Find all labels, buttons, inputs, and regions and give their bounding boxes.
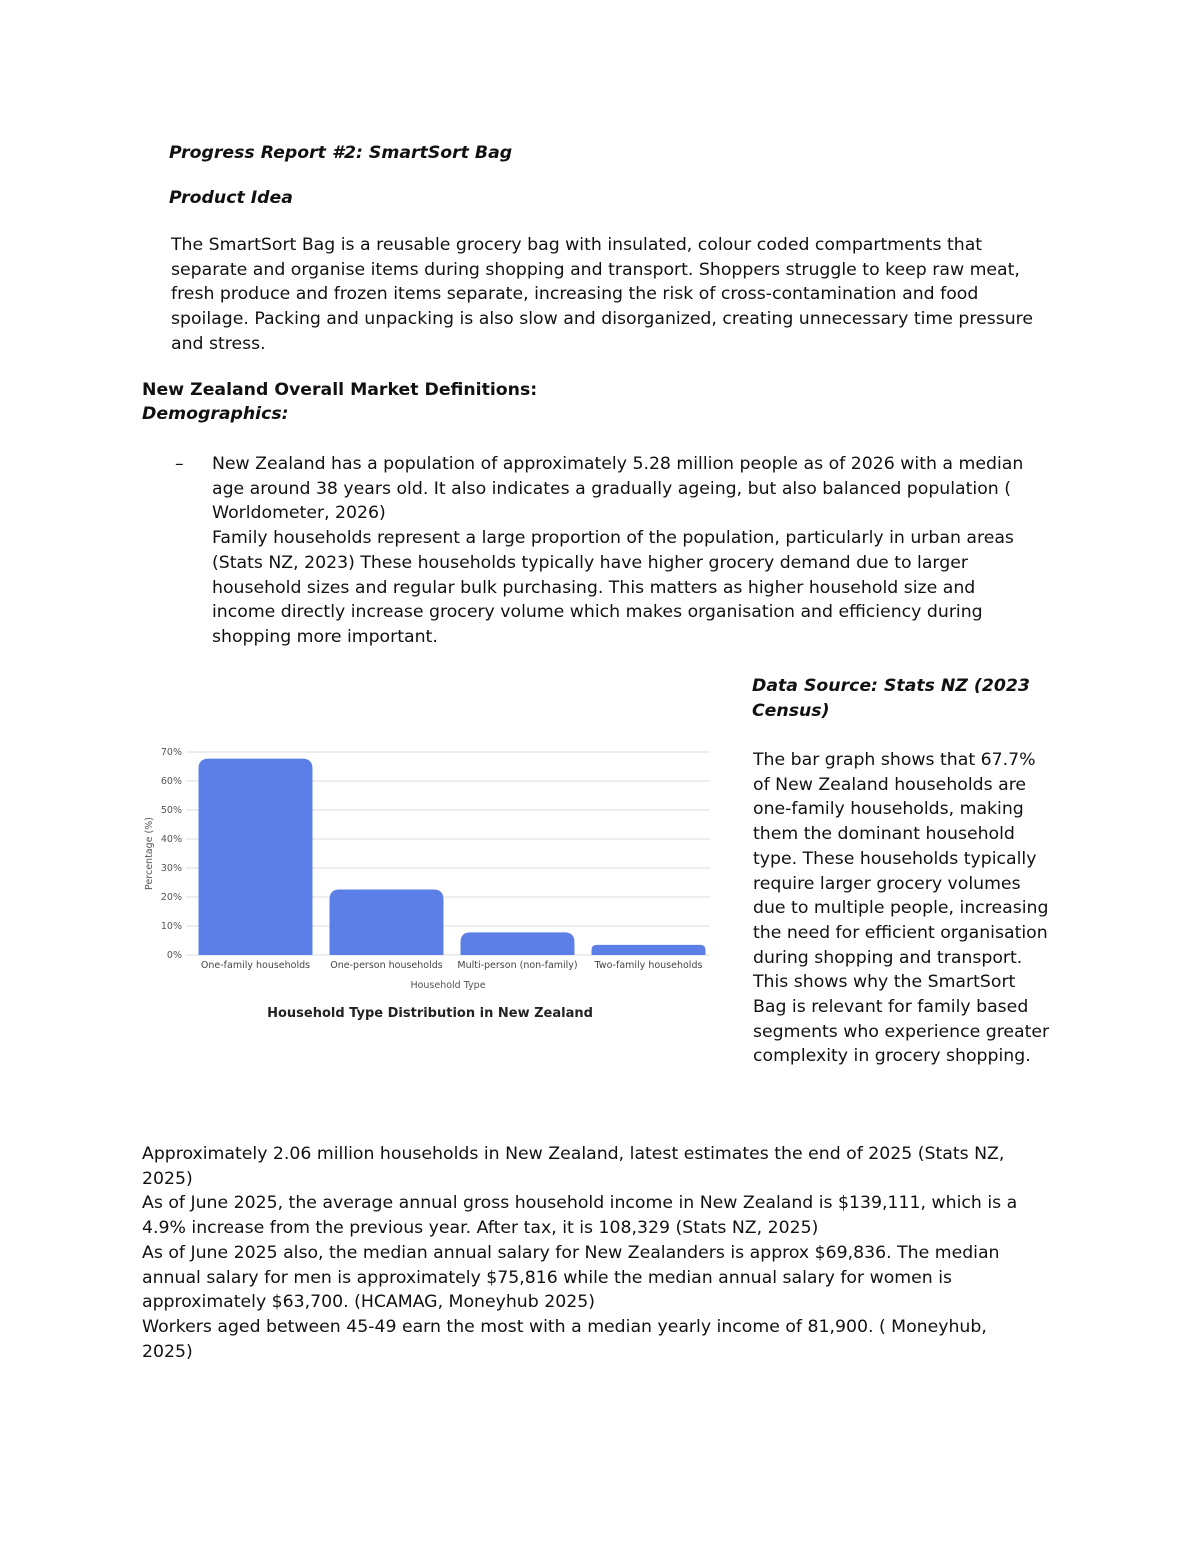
bar (330, 889, 444, 955)
document-title: Progress Report #2: SmartSort Bag (169, 143, 513, 163)
bullet-line: age around 38 years old. It also indicates a gradually ageing, but also balanced population ( (212, 478, 1011, 499)
y-tick-label: 0% (166, 950, 182, 961)
paragraph-line: annual salary for men is approximately $75,816 while the median annual salary for women is (142, 1267, 952, 1288)
explanation-line: one-family households, making (753, 799, 1024, 820)
bullet-line: New Zealand has a population of approximately 5.28 million people as of 2026 with a median (212, 454, 1024, 474)
caption-line: Census) (752, 700, 830, 721)
bullet-line: Worldometer, 2026) (212, 503, 386, 524)
y-tick-label: 70% (160, 747, 182, 758)
paragraph-line: 2025) (142, 1168, 193, 1189)
product-idea-paragraph (171, 233, 1033, 357)
y-tick-label: 20% (160, 892, 182, 903)
y-tick-label: 40% (160, 834, 182, 845)
explanation-line: This shows why the SmartSort (753, 972, 1016, 993)
x-category-label: One-person households (330, 960, 443, 971)
chart-explanation (753, 748, 1049, 1069)
x-axis-label: Household Type (410, 980, 486, 991)
paragraph-line: and stress. (171, 333, 266, 354)
household-income-paragraph (142, 1142, 1017, 1364)
paragraph-line: The SmartSort Bag is a reusable grocery bag with insulated, colour coded compartments that (171, 235, 983, 255)
paragraph-line: Workers aged between 45-49 earn the most with a median yearly income of 81,900. ( Moneyhub, (142, 1316, 987, 1337)
paragraph-line: spoilage. Packing and unpacking is also slow and disorganized, creating unnecessary time pressure (171, 309, 1034, 330)
bullet-line: (Stats NZ, 2023) These households typically have higher grocery demand due to larger (212, 552, 968, 573)
explanation-line: Bag is relevant for family based (753, 997, 1029, 1018)
paragraph-line: As of June 2025 also, the median annual salary for New Zealanders is approx $69,836. The median (142, 1242, 1000, 1263)
explanation-line: segments who experience greater (753, 1021, 1050, 1042)
explanation-line: complexity in grocery shopping. (753, 1046, 1031, 1067)
bullet-dash: – (175, 454, 184, 474)
demographics-heading: Demographics: (142, 404, 289, 424)
explanation-line: the need for efficient organisation (753, 922, 1048, 943)
explanation-line: them the dominant household (753, 824, 1015, 845)
product-idea-heading: Product Idea (169, 188, 293, 208)
paragraph-line: fresh produce and frozen items separate, increasing the risk of cross-contamination and food (171, 284, 979, 305)
x-category-label: Two-family households (594, 960, 703, 971)
bullet-line: shopping more important. (212, 626, 438, 647)
bullet-line: household sizes and regular bulk purchasing. This matters as higher household size and (212, 577, 976, 598)
household-type-bar-chart (138, 738, 718, 1028)
paragraph-line: 2025) (142, 1341, 193, 1362)
bar (199, 759, 313, 955)
paragraph-line: approximately $63,700. (HCAMAG, Moneyhub 2025) (142, 1292, 595, 1313)
explanation-line: due to multiple people, increasing (753, 898, 1049, 919)
explanation-line: The bar graph shows that 67.7% (753, 750, 1036, 770)
explanation-line: type. These households typically (753, 848, 1037, 869)
bullet-line: Family households represent a large proportion of the population, particularly in urban areas (212, 528, 1014, 549)
y-tick-label: 30% (160, 863, 182, 874)
paragraph-line: separate and organise items during shopping and transport. Shoppers struggle to keep raw meat, (171, 259, 1020, 280)
demographics-bullet (212, 452, 1023, 650)
explanation-line: require larger grocery volumes (753, 873, 1021, 894)
explanation-line: during shopping and transport. (753, 947, 1023, 968)
explanation-line: of New Zealand households are (753, 774, 1027, 795)
bar (592, 945, 706, 955)
data-source-caption (752, 674, 1030, 723)
x-category-label: One-family households (200, 960, 311, 971)
market-definitions-heading: New Zealand Overall Market Definitions: (142, 380, 538, 400)
paragraph-line: As of June 2025, the average annual gross household income in New Zealand is $139,111, which is a (142, 1193, 1018, 1214)
y-tick-label: 10% (160, 921, 182, 932)
y-tick-label: 60% (160, 776, 182, 787)
paragraph-line: 4.9% increase from the previous year. After tax, it is 108,329 (Stats NZ, 2025) (142, 1218, 819, 1239)
chart-title: Household Type Distribution in New Zealand (267, 1006, 593, 1021)
y-tick-label: 50% (160, 805, 182, 816)
bar (461, 932, 575, 955)
x-category-label: Multi-person (non-family) (457, 960, 578, 971)
caption-line: Data Source: Stats NZ (2023 (752, 676, 1030, 696)
paragraph-line: Approximately 2.06 million households in New Zealand, latest estimates the end of 2025 (Stats NZ, (142, 1144, 1005, 1164)
y-axis-label: Percentage (%) (144, 817, 155, 890)
bullet-line: income directly increase grocery volume which makes organisation and efficiency during (212, 602, 983, 623)
